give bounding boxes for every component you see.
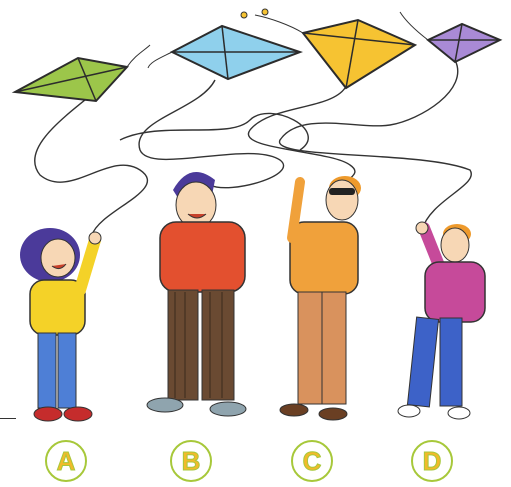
option-c-label: C <box>302 446 322 476</box>
option-b-badge[interactable] <box>170 440 212 482</box>
option-a-label: A <box>56 446 76 476</box>
blue-kite <box>148 26 300 79</box>
margin-dash <box>0 418 16 419</box>
option-a-badge[interactable] <box>45 440 87 482</box>
option-d-badge[interactable] <box>411 440 453 482</box>
option-b-label: B <box>181 446 201 476</box>
boy-b <box>147 172 246 416</box>
green-kite <box>15 45 150 101</box>
option-d-label: D <box>422 446 442 476</box>
purple-kite <box>400 12 500 62</box>
man-c <box>280 176 361 420</box>
boy-d <box>398 222 485 419</box>
option-c-badge[interactable] <box>291 440 333 482</box>
child-a <box>20 228 101 421</box>
